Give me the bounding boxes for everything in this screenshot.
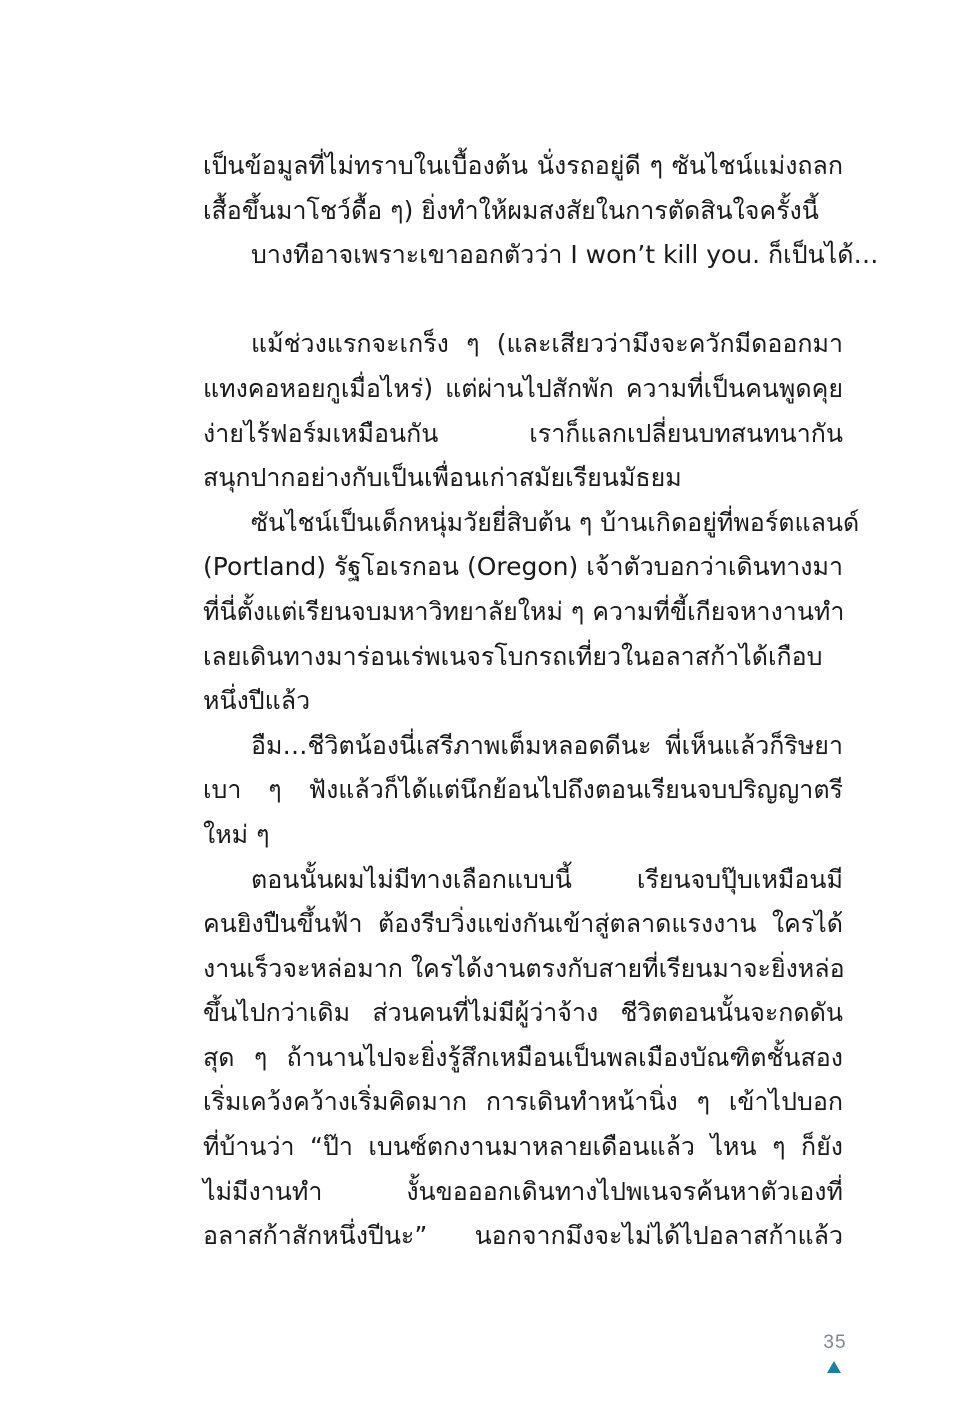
text-line: ที่นี่ตั้งแต่เรียนจบมหาวิทยาลัยใหม่ ๆ ความที่ขี้เกียจหางานทำ <box>203 596 845 626</box>
text-line: ง่ายไร้ฟอร์มเหมือนกัน เราก็แลกเปลี่ยนบทสนทนากัน <box>203 418 843 448</box>
text-line: ที่บ้านว่า “ป๊า เบนซ์ตกงานมาหลายเดือนแล้ว ไหน ๆ ก็ยัง <box>203 1132 843 1162</box>
text-line: ขึ้นไปกว่าเดิม ส่วนคนที่ไม่มีผู้ว่าจ้าง ชีวิตตอนนั้นจะกดดัน <box>203 998 843 1028</box>
text-line: ไม่มีงานทำ งั้นขอออกเดินทางไปพเนจรค้นหาตัวเองที่ <box>203 1176 843 1206</box>
body-text <box>203 144 879 1259</box>
text-line: ใหม่ ๆ <box>203 819 270 849</box>
text-line: อลาสก้าสักหนึ่งปีนะ” นอกจากมึงจะไม่ได้ไปอลาสก้าแล้ว <box>203 1221 843 1251</box>
text-line: ซันไชน์เป็นเด็กหนุ่มวัยยี่สิบต้น ๆ บ้านเกิดอยู่ที่พอร์ตแลนด์ <box>251 507 860 537</box>
text-line: บางทีอาจเพราะเขาออกตัวว่า I won’t kill you. ก็เป็นได้… <box>251 240 879 270</box>
paragraph-gap <box>203 278 843 323</box>
text-line: งานเร็วจะหล่อมาก ใครได้งานตรงกับสายที่เรียนมาจะยิ่งหล่อ <box>203 953 845 983</box>
text-line: (Portland) รัฐโอเรกอน (Oregon) เจ้าตัวบอกว่าเดินทางมา <box>203 552 843 582</box>
text-line: สนุกปากอย่างกับเป็นเพื่อนเก่าสมัยเรียนมัธยม <box>203 463 682 493</box>
text-line: คนยิงปืนขึ้นฟ้า ต้องรีบวิ่งแข่งกันเข้าสู่ตลาดแรงงาน ใครได้ <box>203 909 843 939</box>
text-line: เบา ๆ ฟังแล้วก็ได้แต่นึกย้อนไปถึงตอนเรียนจบปริญญาตรี <box>203 775 843 805</box>
text-line: เลยเดินทางมาร่อนเร่พเนจรโบกรถเที่ยวในอลาสก้าได้เกือบ <box>203 641 823 671</box>
triangle-marker-icon <box>827 1361 841 1373</box>
text-line: เสื้อขึ้นมาโชว์ดื้อ ๆ) ยิ่งทำให้ผมสงสัยในการตัดสินใจครั้งนี้ <box>203 195 819 225</box>
text-line: หนึ่งปีแล้ว <box>203 686 311 716</box>
text-line: ตอนนั้นผมไม่มีทางเลือกแบบนี้ เรียนจบปุ๊บเหมือนมี <box>251 864 843 894</box>
text-line: แทงคอหอยกูเมื่อไหร่) แต่ผ่านไปสักพัก ความที่เป็นคนพูดคุย <box>203 373 843 403</box>
text-line: อืม…ชีวิตน้องนี่เสรีภาพเต็มหลอดดีนะ พี่เห็นแล้วก็ริษยา <box>251 730 843 760</box>
text-line: แม้ช่วงแรกจะเกร็ง ๆ (และเสียวว่ามึงจะควักมีดออกมา <box>251 329 843 359</box>
page-number: 35 <box>823 1332 847 1353</box>
text-line: เป็นข้อมูลที่ไม่ทราบในเบื้องต้น นั่งรถอยู่ดี ๆ ซันไชน์แม่งถลก <box>203 151 843 180</box>
text-line: เริ่มเคว้งคว้างเริ่มคิดมาก การเดินทำหน้านิ่ง ๆ เข้าไปบอก <box>203 1087 843 1117</box>
text-line: สุด ๆ ถ้านานไปจะยิ่งรู้สึกเหมือนเป็นพลเมืองบัณฑิตชั้นสอง <box>203 1042 843 1072</box>
